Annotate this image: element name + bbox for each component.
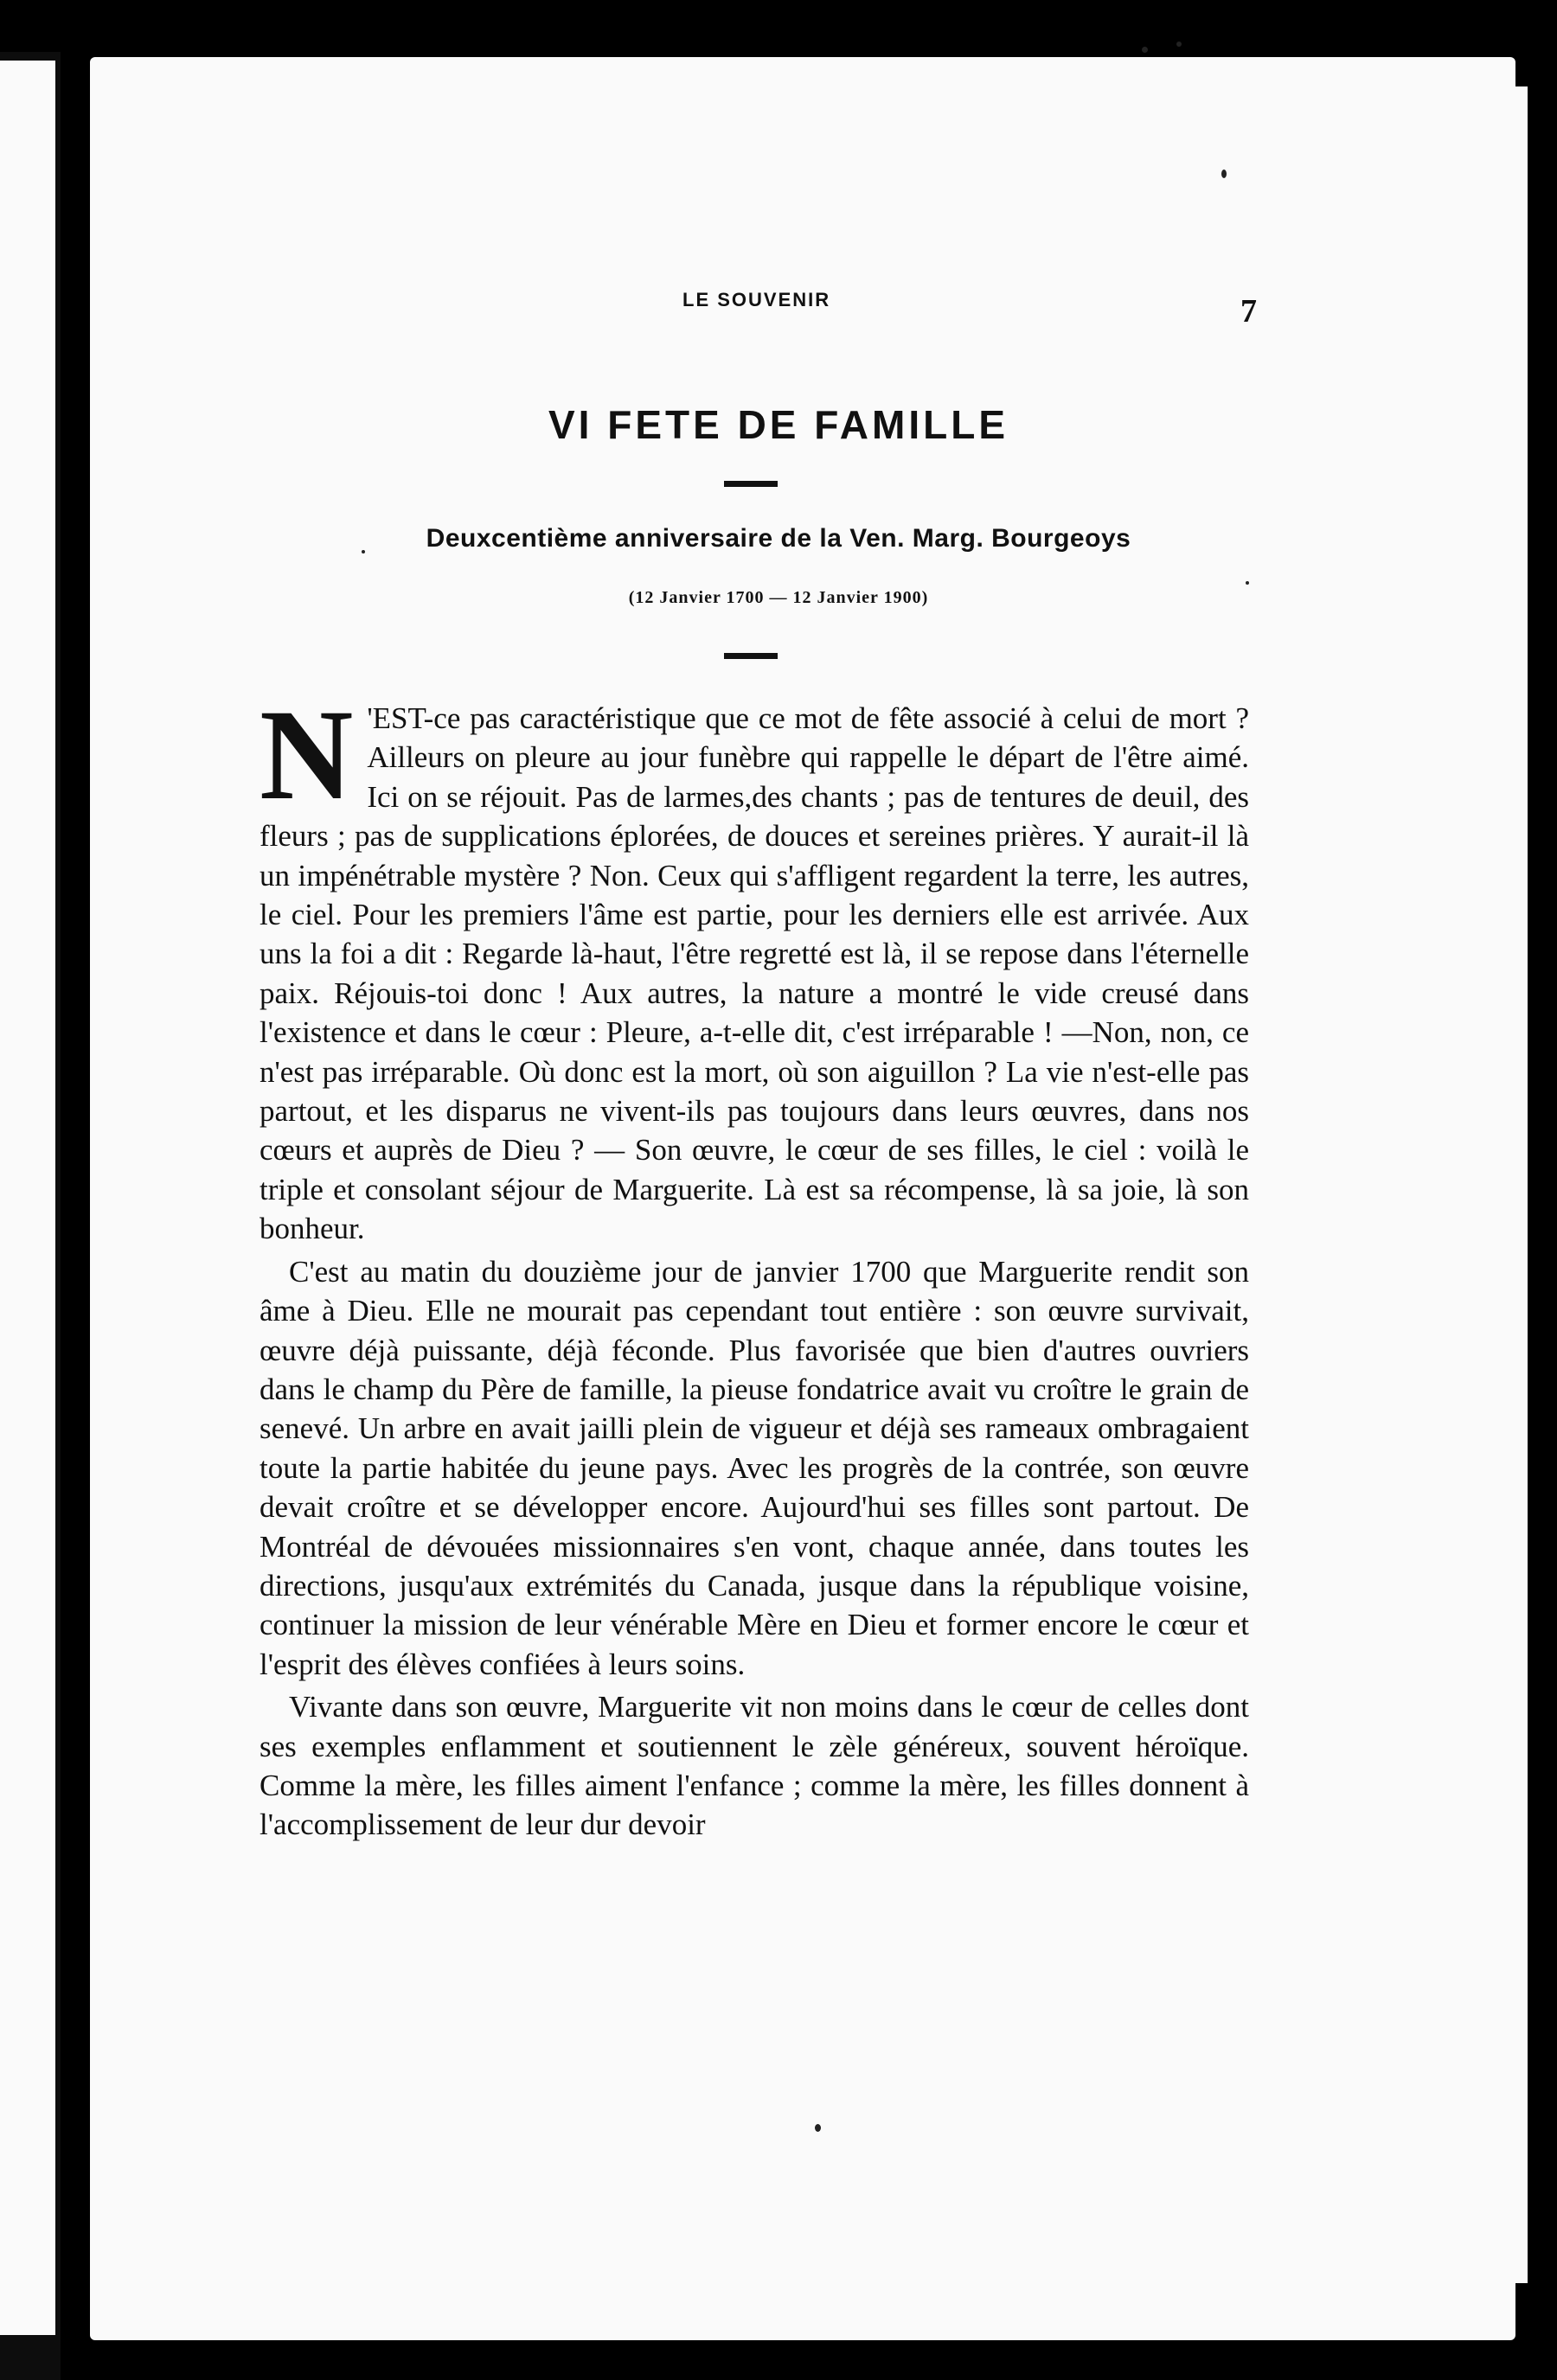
scan-speck [1246,581,1249,585]
article-title: VI FETE DE FAMILLE [548,402,1009,447]
scan-speck [1142,47,1148,53]
article-dates: (12 Janvier 1700 — 12 Janvier 1900) [628,588,929,607]
paragraph: Vivante dans son œuvre, Marguerite vit non moins dans le cœur de celles dont ses exemples enflamment et soutiennent le zèle généreux, souvent héroïque. Comme la mère, les filles aiment l'enfance ; comme la mère, les filles donnent à l'accomplissement de leur dur devoir [260,1690,1249,1842]
paragraph: C'est au matin du douzième jour de janvier 1700 que Marguerite rendit son âme à Dieu. Elle ne mourait pas cependant tout entière : son œuvre survivait, œuvre déjà puissante, déjà féconde. Plus favorisée que bien d'autres ouvriers dans le champ du Père de famille, la pieuse fondatrice avait vu croître le grain de senevé. Un arbre en avait jailli plein de vigueur et déjà ses rameaux ombragaient toute la partie habitée du jeune pays. Avec les progrès de la contrée, son œuvre devait croître et se développer encore. Aujourd'hui ses filles sont partout. De Montréal de dévouées missionnaires s'en vont, chaque année, dans toutes les directions, jusqu'aux extrémités du Canada, jusque dans la république voisine, continuer la mission de leur vénérable Mère en Dieu et former encore le cœur et l'esprit des élèves confiées à leurs soins. [260,1254,1249,1681]
scan-speck [1221,170,1227,178]
title-rule [724,481,778,487]
scan-speck [815,2124,821,2132]
section-rule [724,653,778,659]
scan-speck [1176,42,1182,47]
running-title: LE SOUVENIR [682,289,831,310]
scan-speck [362,550,365,553]
drop-cap: N [260,683,354,827]
article-subtitle: Deuxcentième anniversaire de la Ven. Marg. Bourgeoys [426,524,1131,553]
page-number: 7 [1240,293,1257,329]
paragraph-text: 'EST-ce pas caractéristique que ce mot de fête associé à celui de mort ? Ailleurs on pleure au jour funèbre qui rappelle le départ de l'être aimé. Ici on se réjouit. Pas de larmes,des chants ; pas de tentures de deuil, des fleurs ; pas de supplications éplorées, de douces et sereines prières. Y aurait-il là un impénétrable mystère ? Non. Ceux qui s'affligent regardent la terre, les autres, le ciel. Pour les premiers l'âme est partie, pour les derniers elle est arrivée. Aux uns la foi a dit : Regarde là-haut, l'être regretté est là, il se repose dans l'éternelle paix. Réjouis-toi donc ! Aux autres, la nature a montré le vide creusé dans l'existence et dans le cœur : Pleure, a-t-elle dit, c'est irréparable ! —Non, non, ce n'est pas irréparable. Où donc est la mort, où son aiguillon ? La vie n'est-elle pas partout, et les disparus ne vivent-ils pas toujours dans leurs œuvres, dans nos cœurs et auprès de Dieu ? — Son œuvre, le cœur de ses filles, le ciel : voilà le triple et consolant séjour de Marguerite. Là est sa récompense, là sa joie, là son bonheur. [260,701,1249,1246]
article-body [260,683,1249,1845]
paragraph [260,683,1249,1249]
